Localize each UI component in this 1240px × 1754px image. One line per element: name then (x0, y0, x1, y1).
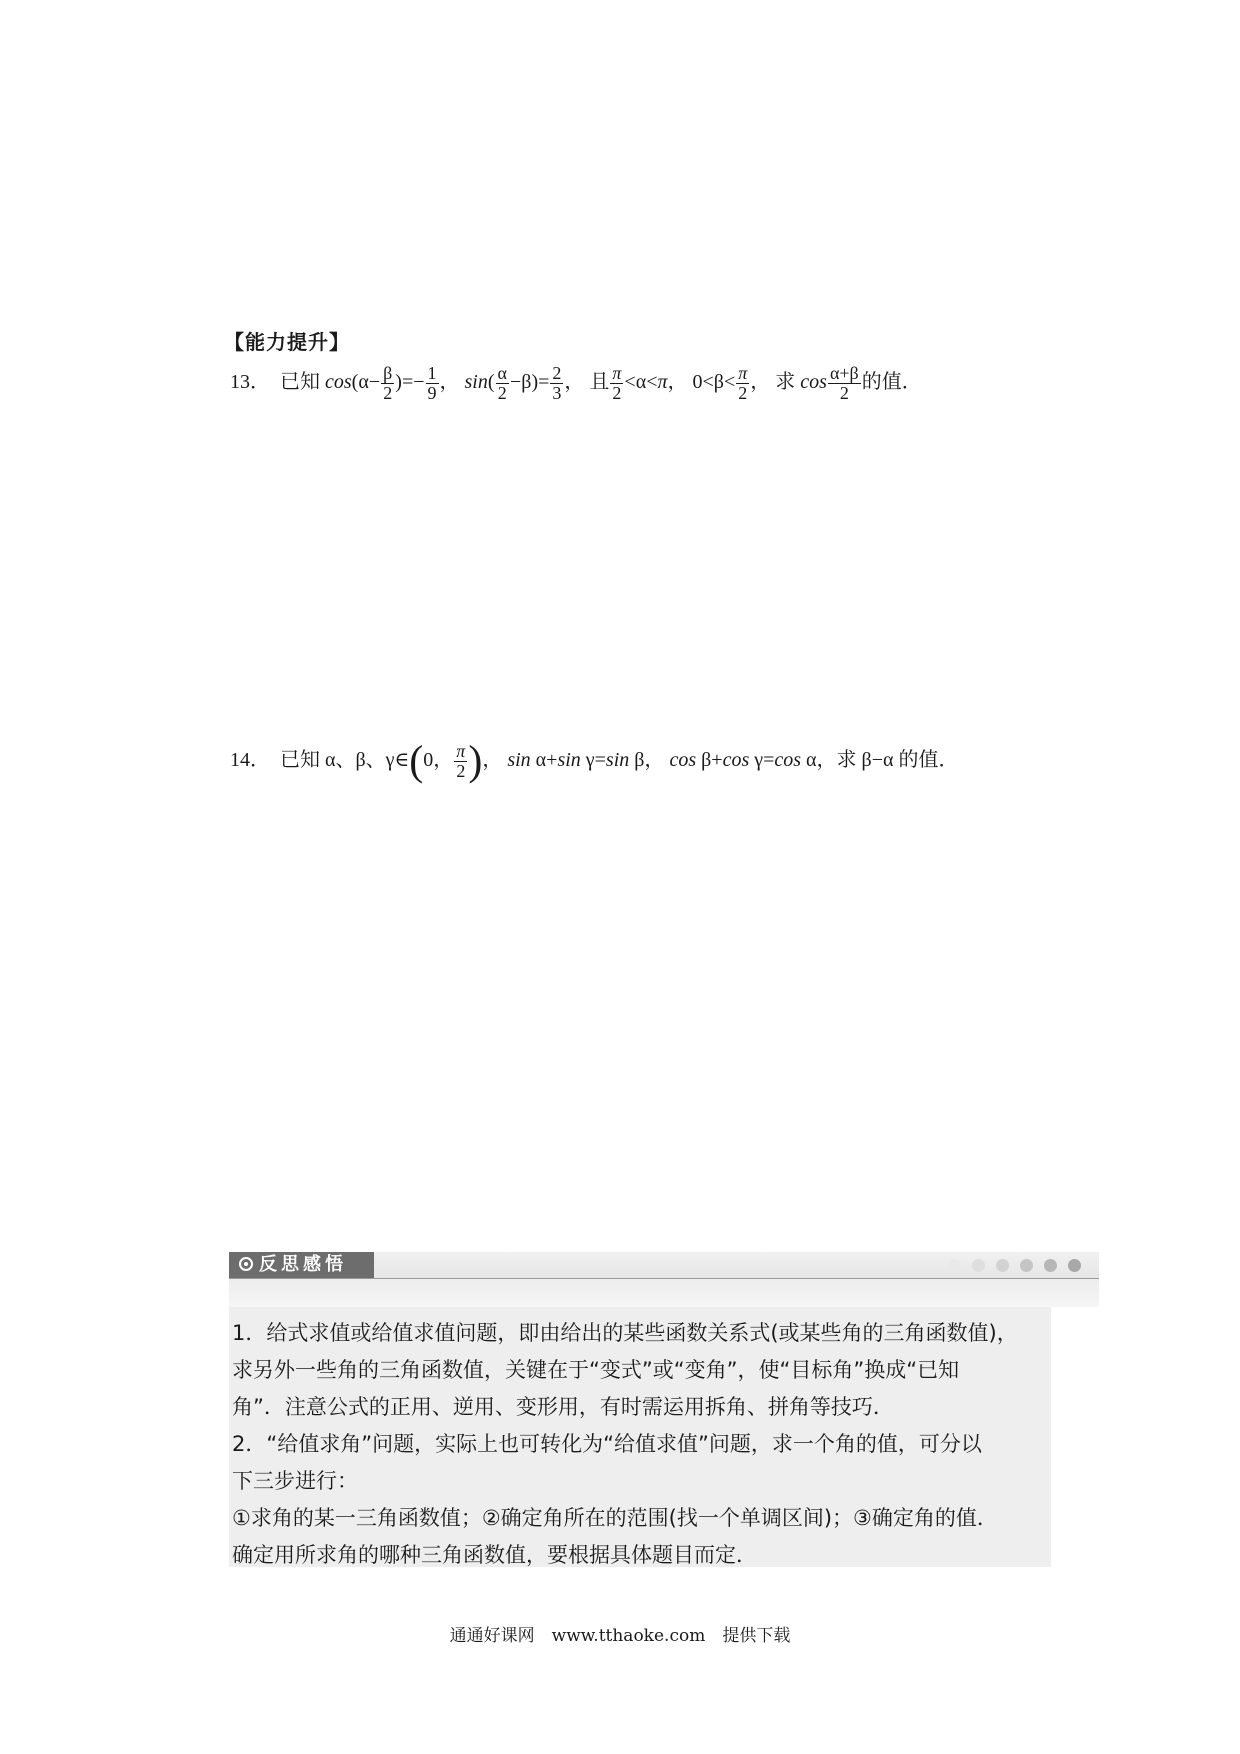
alpha: α (358, 371, 369, 393)
ask-text: 求 β−α 的值． (836, 749, 959, 771)
term: β， (629, 749, 665, 771)
suffix-text: 的值． (861, 371, 922, 393)
fraction-beta-over-2: $\frac{\beta}{2}$ (383, 363, 393, 403)
cos-func: cos (722, 749, 750, 771)
reflection-line: 求另外一些角的三角函数值，关键在于“变式”或“变角”，使“目标角”换成“已知 (232, 1358, 960, 1382)
term: α+ (530, 749, 558, 771)
term: γ= (580, 749, 606, 771)
comma: ， (564, 371, 585, 393)
cos-func: cos (325, 371, 352, 393)
fraction-pi-over-2: $\frac{\pi}{2}$ (738, 363, 748, 403)
ask-text: 求 (775, 371, 796, 393)
dot-icon (1044, 1259, 1057, 1272)
dot-icon (972, 1259, 985, 1272)
intro-text: 已知 α、β、γ∈ (280, 749, 410, 771)
and-text: 且 (589, 371, 610, 393)
zero: 0 (692, 371, 703, 393)
reflection-header (229, 1252, 1099, 1279)
beta: β (713, 371, 724, 393)
dot-icon (1020, 1259, 1033, 1272)
sin-func: sin (507, 749, 531, 771)
zero-comma: 0， (423, 749, 454, 771)
fraction-one-ninth: $\frac{1}{9}$ (427, 363, 437, 403)
less-than: < (624, 371, 636, 393)
fraction-two-thirds: $\frac{2}{3}$ (552, 363, 562, 403)
cos-func: cos (800, 371, 827, 393)
fraction-alpha-over-2: $\frac{\alpha}{2}$ (497, 363, 507, 403)
reflection-line: 1．给式求值或给值求值问题，即由给出的某些函数关系式(或某些角的三角函数值)， (232, 1321, 1018, 1345)
less-than: < (646, 371, 658, 393)
comma: ， (667, 371, 688, 393)
paren-close: ) (468, 738, 483, 785)
dot-icon (996, 1259, 1009, 1272)
decorative-dots (948, 1259, 1081, 1272)
dot-icon (948, 1259, 961, 1272)
minus: − (368, 371, 381, 393)
footer: 通通好课网 www.tthaoke.com 提供下载 (449, 1626, 791, 1646)
reflection-line: 2．“给值求角”问题，实际上也可转化为“给值求值”问题，求一个角的值，可分以 (232, 1432, 982, 1456)
intro-text: 已知 (280, 371, 320, 393)
sin-func: sin (557, 749, 581, 771)
sin-func: sin (464, 371, 488, 393)
section-title: 【能力提升】 (224, 330, 350, 354)
pi: π (657, 371, 668, 393)
problem-number: 14． (230, 749, 270, 771)
dot-icon (1068, 1259, 1081, 1272)
term: α， (801, 749, 837, 771)
negative: − (413, 371, 425, 393)
sin-func: sin (605, 749, 630, 771)
problem-14 (230, 738, 959, 785)
comma: ， (750, 371, 771, 393)
paren-open: ( (409, 738, 424, 785)
problem-number: 13． (230, 371, 270, 393)
fraction-pi-over-2: $\frac{\pi}{2}$ (612, 363, 622, 403)
less-than: < (702, 371, 714, 393)
reflection-line: 下三步进行： (232, 1469, 358, 1493)
fraction-alpha-plus-beta-over-2: $\frac{\alpha+\beta}{2}$ (829, 363, 859, 403)
equals: = (538, 371, 550, 393)
alpha: α (635, 371, 647, 393)
reflection-title: 反思感悟 (259, 1254, 347, 1275)
reflection-line: ①求角的某一三角函数值；②确定角所在的范围(找一个单调区间)；③确定角的值． (232, 1506, 998, 1530)
term: γ= (749, 749, 775, 771)
comma: ， (439, 371, 460, 393)
comma: ， (482, 749, 503, 771)
problem-13: 13． 已知 cos(α− $\frac{\beta}{2}$ )=− $\frac{1}{9}$ ， sin( $\frac{\alpha}{2}$ −β)= $\frac{2}{3}$ ， 且 $\frac{\pi}{2}$ <α<π， 0<β< $\frac{\pi}{2}$ ， 求 cos $\frac{\alpha+\beta}{2}$ 的值． (230, 363, 922, 403)
cos-func: cos (774, 749, 802, 771)
reflection-body (229, 1307, 1051, 1567)
reflection-line: 角”．注意公式的正用、逆用、变形用，有时需运用拆角、拼角等技巧． (232, 1395, 894, 1419)
equals: = (401, 371, 414, 393)
less-than: < (723, 371, 736, 393)
term: β+ (696, 749, 723, 771)
fraction-pi-over-2: $\frac{\pi}{2}$ (456, 741, 466, 781)
reflection-label (229, 1252, 374, 1278)
header-shadow (229, 1279, 1099, 1307)
target-icon (239, 1257, 253, 1271)
beta: β (521, 371, 532, 393)
minus: − (509, 371, 522, 393)
cos-func: cos (669, 749, 697, 771)
reflection-line: 确定用所求角的哪种三角函数值，要根据具体题目而定． (232, 1543, 757, 1567)
